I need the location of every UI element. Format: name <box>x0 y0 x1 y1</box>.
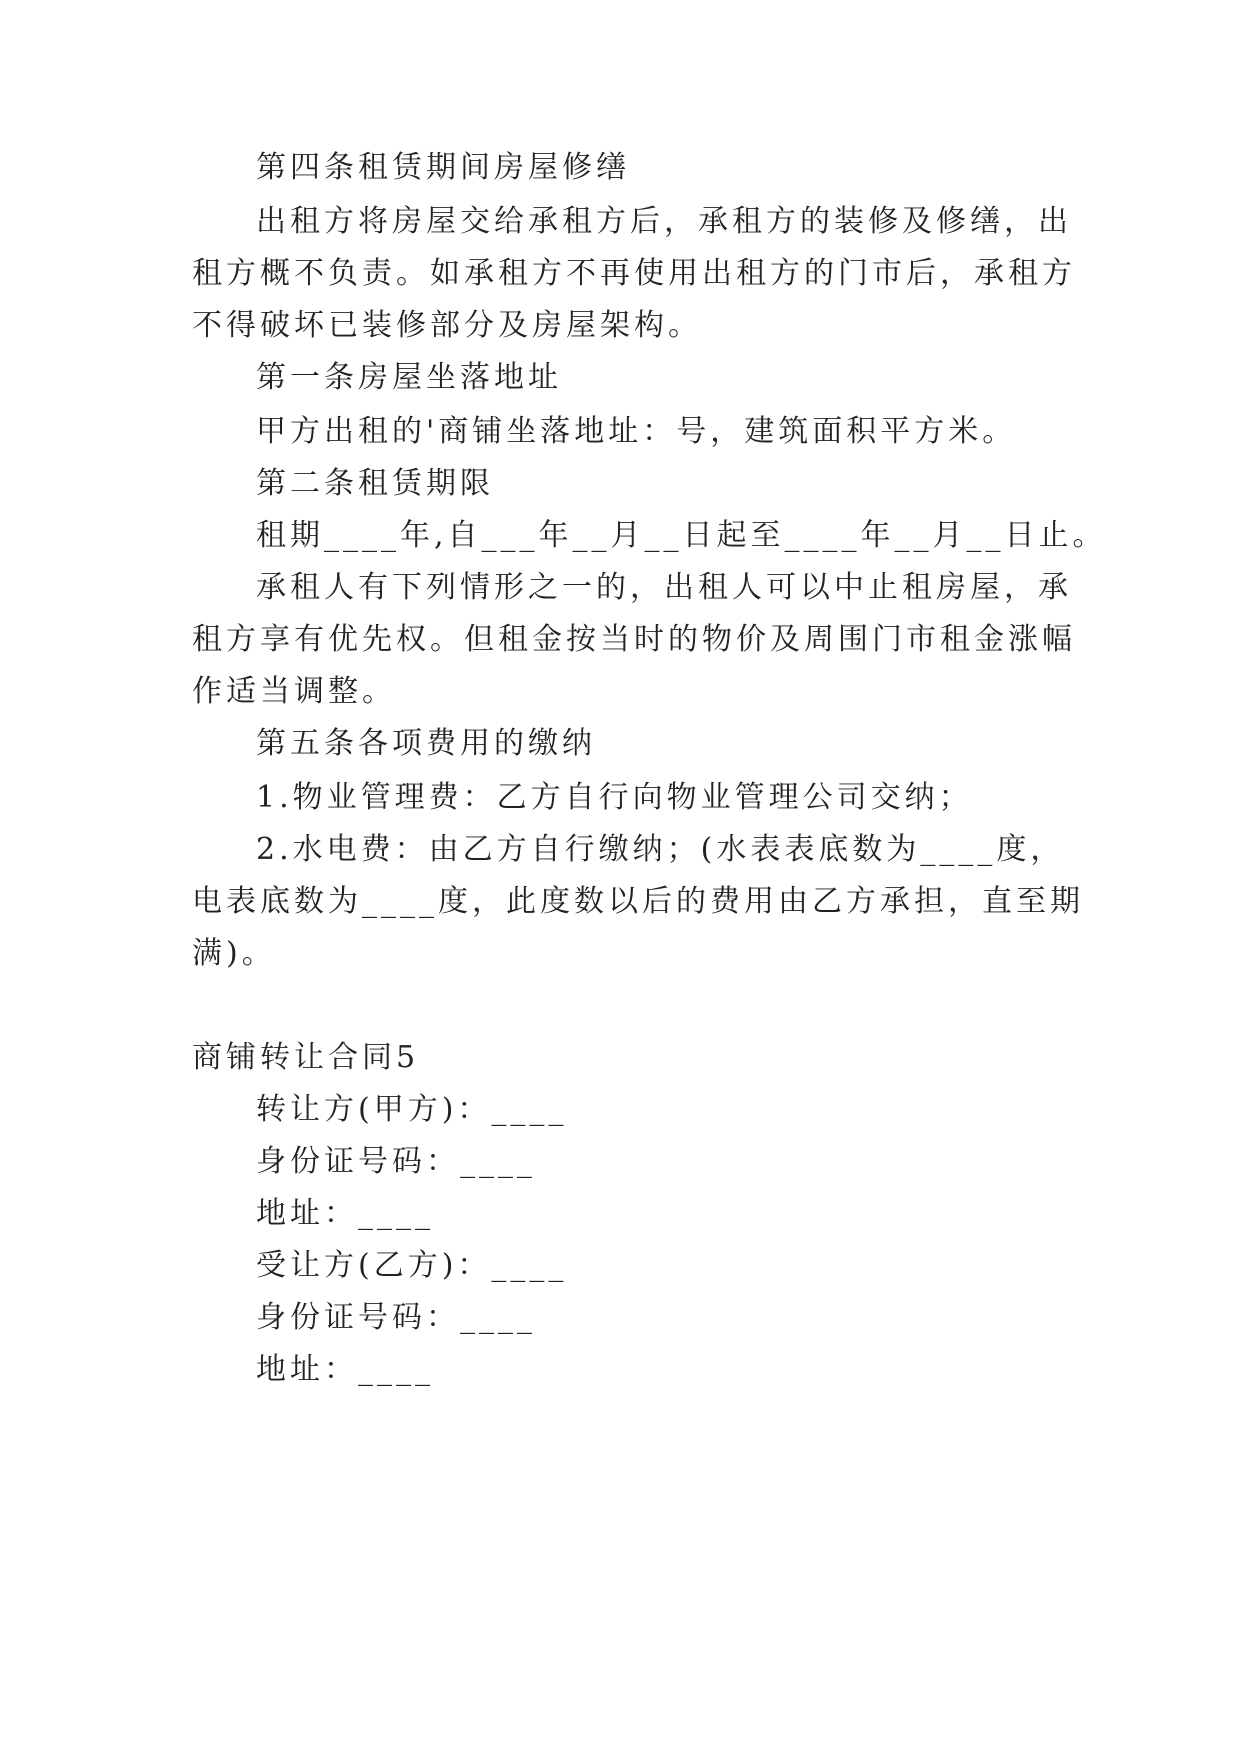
list-item-1: 1.物业管理费：乙方自行向物业管理公司交纳； <box>256 780 973 815</box>
paragraph-line: 甲方出租的'商铺坐落地址：号，建筑面积平方米。 <box>256 414 1017 449</box>
paragraph-line: 租方概不负责。如承租方不再使用出租方的门市后，承租方 <box>192 256 1076 291</box>
transferor-address-field: 地址：____ <box>256 1196 434 1231</box>
transferor-id-field: 身份证号码：____ <box>256 1144 536 1179</box>
section-heading-article-4: 第四条租赁期间房屋修缮 <box>256 150 630 185</box>
transferee-id-field: 身份证号码：____ <box>256 1300 536 1335</box>
section-heading-article-2: 第二条租赁期限 <box>256 466 494 501</box>
paragraph-line: 租期____年,自___年__月__日起至____年__月__日止。 <box>256 518 1107 553</box>
paragraph-line: 满)。 <box>192 936 276 971</box>
list-item-2: 2.水电费：由乙方自行缴纳；(水表表底数为____度， <box>256 832 1065 867</box>
transferee-address-field: 地址：____ <box>256 1352 434 1387</box>
section-heading-article-1: 第一条房屋坐落地址 <box>256 360 562 395</box>
paragraph-line: 承租人有下列情形之一的，出租人可以中止租房屋，承 <box>256 570 1072 605</box>
paragraph-line: 电表底数为____度，此度数以后的费用由乙方承担，直至期 <box>192 884 1084 919</box>
paragraph-line: 不得破坏已装修部分及房屋架构。 <box>192 308 702 343</box>
section-heading-article-5: 第五条各项费用的缴纳 <box>256 726 596 761</box>
paragraph-line: 出租方将房屋交给承租方后，承租方的装修及修缮，出 <box>256 204 1072 239</box>
paragraph-line: 租方享有优先权。但租金按当时的物价及周围门市租金涨幅 <box>192 622 1076 657</box>
paragraph-line: 作适当调整。 <box>192 674 396 709</box>
transferee-field: 受让方(乙方)：____ <box>256 1248 568 1283</box>
contract-title: 商铺转让合同5 <box>192 1040 420 1075</box>
transferor-field: 转让方(甲方)：____ <box>256 1092 568 1127</box>
